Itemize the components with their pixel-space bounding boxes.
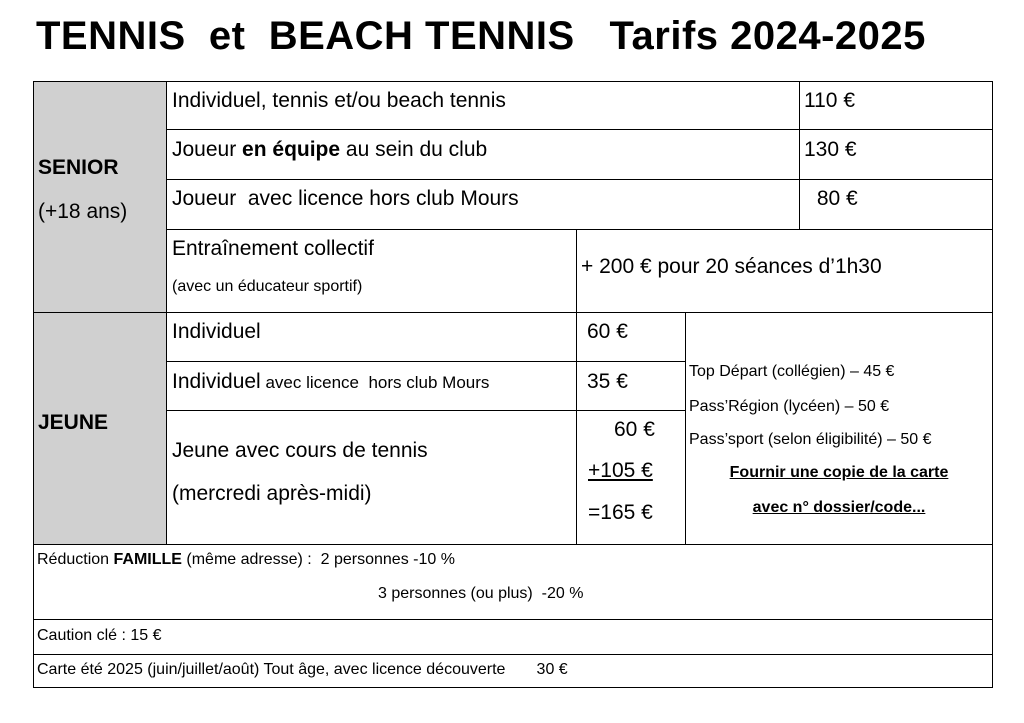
- senior-equipe-desc: Joueur en équipe au sein du club: [172, 138, 488, 161]
- pricing-table: [33, 81, 993, 688]
- senior-licence-price: 80 €: [811, 187, 858, 210]
- senior-individuel-desc: Individuel, tennis et/ou beach tennis: [172, 89, 506, 112]
- carte-ete: Carte été 2025 (juin/juillet/août) Tout âge, avec licence découverte 30 €: [37, 661, 568, 678]
- jeune-licence-price: 35 €: [587, 370, 628, 393]
- aide-note-line2: avec n° dossier/code...: [752, 499, 926, 516]
- senior-individuel-price: 110 €: [804, 89, 855, 112]
- aide-pass-sport: Pass’sport (selon éligibilité) – 50 €: [689, 431, 932, 448]
- reduction-famille-line2: 3 personnes (ou plus) -20 %: [378, 585, 584, 602]
- caution-cle: Caution clé : 15 €: [37, 627, 162, 644]
- jeune-label: JEUNE: [38, 411, 109, 434]
- jeune-cours-price3: =165 €: [588, 501, 653, 524]
- aide-top-depart: Top Départ (collégien) – 45 €: [689, 363, 895, 380]
- training-title: Entraînement collectif: [172, 237, 374, 260]
- aide-pass-region: Pass’Région (lycéen) – 50 €: [689, 398, 890, 415]
- senior-header-cell: [34, 82, 166, 312]
- page-title: TENNIS et BEACH TENNIS Tarifs 2024-2025: [36, 14, 926, 58]
- jeune-cours-line1: Jeune avec cours de tennis: [172, 439, 428, 462]
- reduction-famille-line1: Réduction FAMILLE (même adresse) : 2 personnes -10 %: [37, 551, 455, 568]
- jeune-individuel-desc: Individuel: [172, 320, 261, 343]
- jeune-licence-desc: Individuel avec licence hors club Mours: [172, 370, 490, 393]
- senior-equipe-price: 130 €: [804, 138, 857, 161]
- jeune-cours-price1: 60 €: [614, 418, 655, 441]
- training-price: + 200 € pour 20 séances d’1h30: [581, 255, 882, 278]
- jeune-cours-line2: (mercredi après-midi): [172, 482, 372, 505]
- senior-label: SENIOR: [38, 156, 119, 179]
- aide-note-line1: Fournir une copie de la carte: [729, 464, 949, 481]
- jeune-cours-price2: +105 €: [588, 459, 653, 482]
- training-subtitle: (avec un éducateur sportif): [172, 278, 363, 295]
- jeune-individuel-price: 60 €: [587, 320, 628, 343]
- senior-age: (+18 ans): [38, 200, 128, 223]
- senior-licence-desc: Joueur avec licence hors club Mours: [172, 187, 519, 210]
